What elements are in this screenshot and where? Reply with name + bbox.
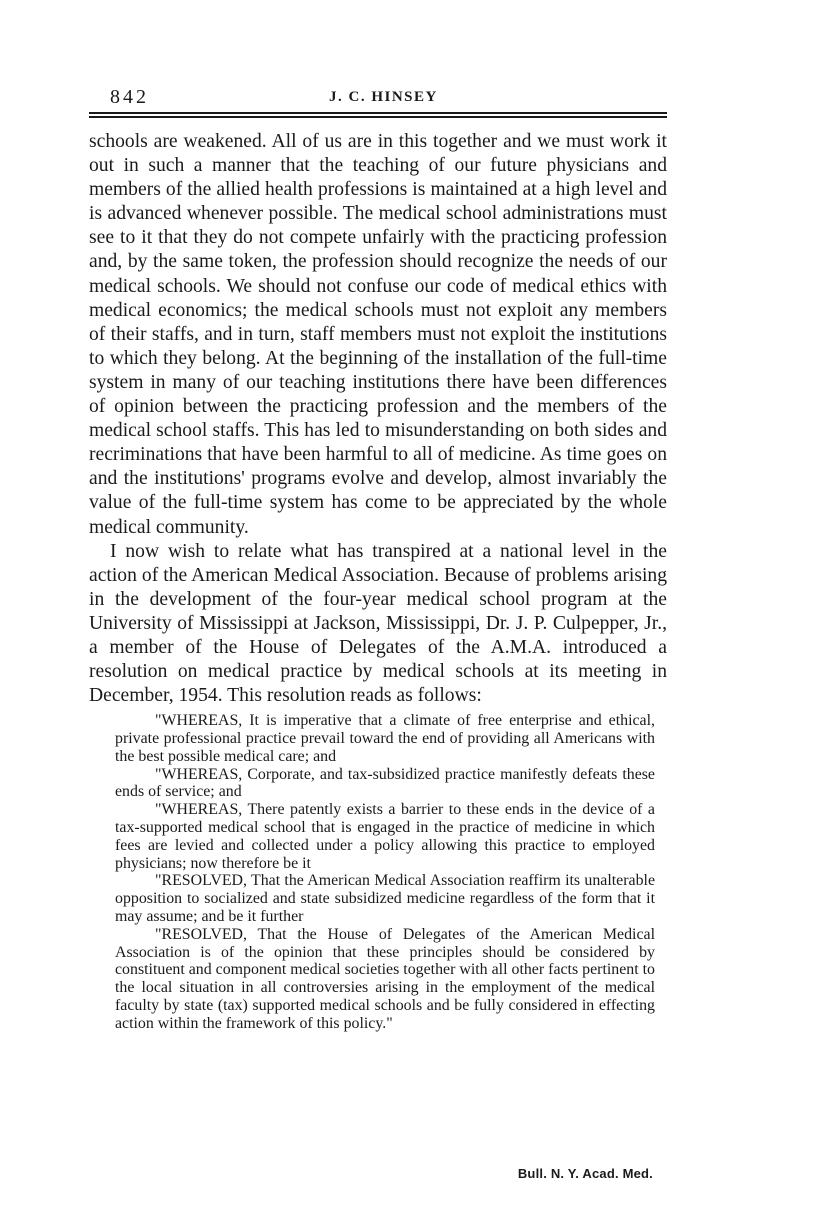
header-rule bbox=[89, 112, 667, 114]
whereas-clause-3: "WHEREAS, There patently exists a barrier to these ends in the device of a tax-supported medical school that is engaged in the practice of medicine in which fees are levied and collected under a policy allowing this practice to employed physicians; now therefore be it bbox=[115, 801, 655, 872]
resolved-clause-2: "RESOLVED, That the House of Delegates of the American Medical Association is of the opinion that these principles should be considered by constituent and component medical societies together with all other facts pertinent to the local situation in all controversies arising in the employment of the medical faculty by state (tax) supported medical schools and be fully considered in effecting action within the framework of this policy." bbox=[115, 925, 655, 1032]
page-number: 842 bbox=[110, 86, 149, 108]
journal-footer: Bull. N. Y. Acad. Med. bbox=[517, 1166, 653, 1181]
body-text bbox=[89, 130, 667, 708]
whereas-clause-1: "WHEREAS, It is imperative that a climate of free enterprise and ethical, private professional practice prevail toward the end of providing all Americans with the best possible medical care; and bbox=[115, 712, 655, 765]
running-head bbox=[89, 86, 667, 114]
paragraph-ama-action: I now wish to relate what has transpired at a national level in the action of the American Medical Association. Because of problems arising in the development of the four-year medical school program at the University of Mississippi at Jackson, Mississippi, Dr. J. P. Culpepper, Jr., a member of the House of Delegates of the A.M.A. introduced a resolution on medical practice by medical schools at its meeting in December, 1954. This resolution reads as follows: bbox=[89, 540, 667, 707]
resolved-clause-1: "RESOLVED, That the American Medical Association reaffirm its unalterable opposition to socialized and state subsidized medicine regardless of the form that it may assume; and be it further bbox=[115, 872, 655, 926]
page bbox=[89, 86, 667, 1181]
resolution-quote bbox=[115, 712, 655, 1032]
paragraph-continuation: schools are weakened. All of us are in this together and we must work it out in such a manner that the teaching of our future physicians and members of the allied health professions is maintained at a high level and is advanced whenever possible. The medical school administrations must see to it that they do not compete unfairly with the practicing profession and, by the same token, the profession should recognize the needs of our medical schools. We should not confuse our code of medical ethics with medical economics; the medical schools must not exploit any members of their staffs, and in turn, staff members must not exploit the institutions to which they belong. At the beginning of the installation of the full-time system in many of our teaching institutions there have been differences of opinion between the practicing profession and the members of the medical school staffs. This has led to misunderstanding on both sides and recriminations that have been harmful to all of medicine. As time goes on and the institutions' programs evolve and develop, almost invariably the value of the full-time system has come to be appreciated by the whole medical community. bbox=[89, 131, 667, 538]
whereas-clause-2: "WHEREAS, Corporate, and tax-subsidized practice manifestly defeats these ends of service; and bbox=[115, 765, 655, 801]
running-title: J. C. HINSEY bbox=[329, 89, 438, 105]
